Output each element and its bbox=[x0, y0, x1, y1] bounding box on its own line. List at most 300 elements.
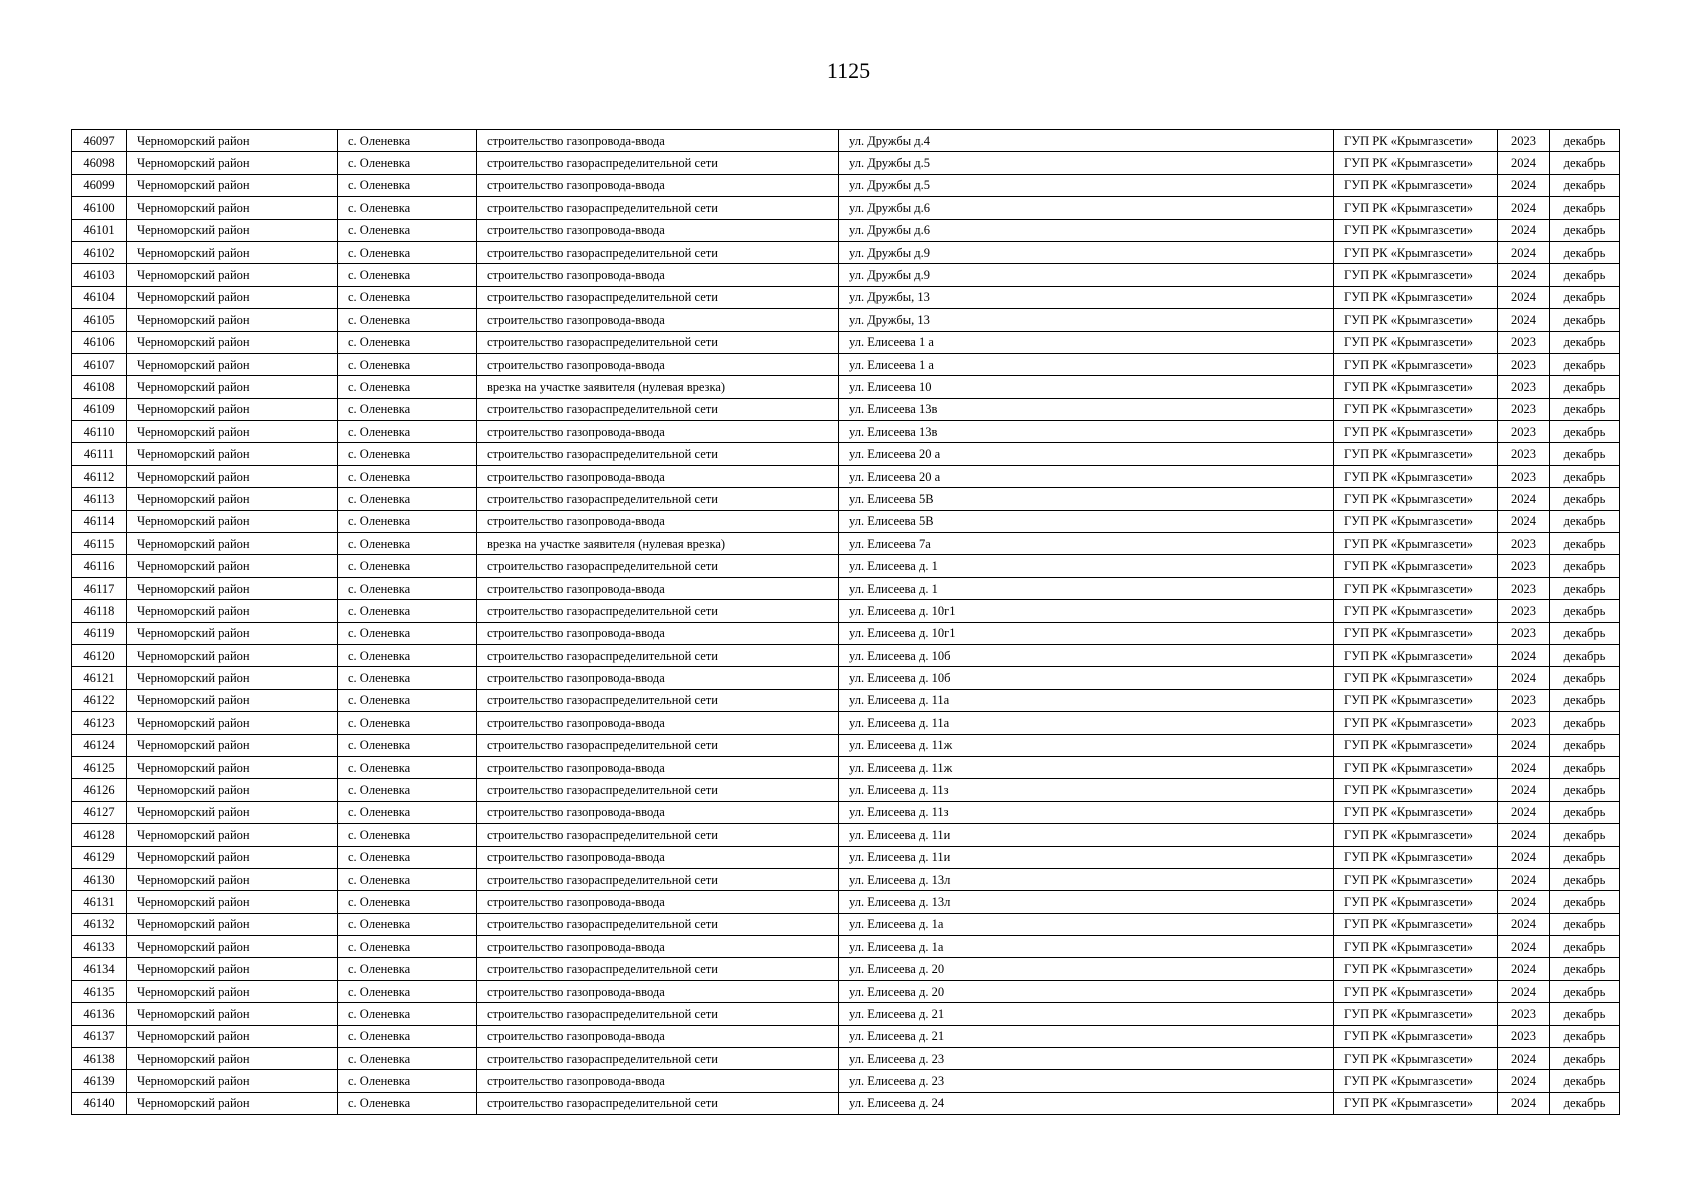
year-cell: 2023 bbox=[1498, 1025, 1550, 1047]
year-cell: 2024 bbox=[1498, 846, 1550, 868]
address-cell: ул. Елисеева д. 1 bbox=[839, 577, 1334, 599]
year-cell: 2024 bbox=[1498, 1070, 1550, 1092]
settlement-cell: с. Оленевка bbox=[338, 443, 477, 465]
district-cell: Черноморский район bbox=[127, 1025, 338, 1047]
settlement-cell: с. Оленевка bbox=[338, 846, 477, 868]
month-cell: декабрь bbox=[1550, 958, 1620, 980]
record-number-cell: 46103 bbox=[72, 264, 127, 286]
settlement-cell: с. Оленевка bbox=[338, 779, 477, 801]
organization-cell: ГУП РК «Крымгазсети» bbox=[1334, 331, 1498, 353]
year-cell: 2024 bbox=[1498, 644, 1550, 666]
record-number-cell: 46102 bbox=[72, 241, 127, 263]
year-cell: 2024 bbox=[1498, 241, 1550, 263]
year-cell: 2024 bbox=[1498, 286, 1550, 308]
month-cell: декабрь bbox=[1550, 1048, 1620, 1070]
organization-cell: ГУП РК «Крымгазсети» bbox=[1334, 555, 1498, 577]
district-cell: Черноморский район bbox=[127, 510, 338, 532]
year-cell: 2023 bbox=[1498, 689, 1550, 711]
settlement-cell: с. Оленевка bbox=[338, 197, 477, 219]
address-cell: ул. Елисеева д. 23 bbox=[839, 1048, 1334, 1070]
district-cell: Черноморский район bbox=[127, 958, 338, 980]
month-cell: декабрь bbox=[1550, 174, 1620, 196]
settlement-cell: с. Оленевка bbox=[338, 241, 477, 263]
address-cell: ул. Елисеева 1 а bbox=[839, 353, 1334, 375]
month-cell: декабрь bbox=[1550, 488, 1620, 510]
organization-cell: ГУП РК «Крымгазсети» bbox=[1334, 958, 1498, 980]
year-cell: 2024 bbox=[1498, 197, 1550, 219]
work-type-cell: строительство газопровода-ввода bbox=[477, 712, 839, 734]
month-cell: декабрь bbox=[1550, 152, 1620, 174]
table-row bbox=[72, 398, 1620, 420]
settlement-cell: с. Оленевка bbox=[338, 980, 477, 1002]
organization-cell: ГУП РК «Крымгазсети» bbox=[1334, 756, 1498, 778]
work-type-cell: строительство газопровода-ввода bbox=[477, 801, 839, 823]
record-number-cell: 46137 bbox=[72, 1025, 127, 1047]
year-cell: 2024 bbox=[1498, 756, 1550, 778]
table-row bbox=[72, 913, 1620, 935]
year-cell: 2024 bbox=[1498, 980, 1550, 1002]
work-type-cell: строительство газопровода-ввода bbox=[477, 980, 839, 1002]
table-row bbox=[72, 421, 1620, 443]
organization-cell: ГУП РК «Крымгазсети» bbox=[1334, 980, 1498, 1002]
address-cell: ул. Елисеева д. 20 bbox=[839, 958, 1334, 980]
organization-cell: ГУП РК «Крымгазсети» bbox=[1334, 689, 1498, 711]
table-row bbox=[72, 309, 1620, 331]
settlement-cell: с. Оленевка bbox=[338, 600, 477, 622]
record-number-cell: 46127 bbox=[72, 801, 127, 823]
settlement-cell: с. Оленевка bbox=[338, 555, 477, 577]
record-number-cell: 46139 bbox=[72, 1070, 127, 1092]
organization-cell: ГУП РК «Крымгазсети» bbox=[1334, 197, 1498, 219]
year-cell: 2023 bbox=[1498, 533, 1550, 555]
settlement-cell: с. Оленевка bbox=[338, 174, 477, 196]
record-number-cell: 46099 bbox=[72, 174, 127, 196]
work-type-cell: строительство газопровода-ввода bbox=[477, 936, 839, 958]
address-cell: ул. Дружбы д.6 bbox=[839, 197, 1334, 219]
table-body bbox=[72, 130, 1620, 1115]
settlement-cell: с. Оленевка bbox=[338, 913, 477, 935]
year-cell: 2024 bbox=[1498, 891, 1550, 913]
address-cell: ул. Елисеева д. 21 bbox=[839, 1025, 1334, 1047]
district-cell: Черноморский район bbox=[127, 600, 338, 622]
organization-cell: ГУП РК «Крымгазсети» bbox=[1334, 1003, 1498, 1025]
table-row bbox=[72, 510, 1620, 532]
record-number-cell: 46111 bbox=[72, 443, 127, 465]
work-type-cell: строительство газораспределительной сети bbox=[477, 734, 839, 756]
work-type-cell: строительство газопровода-ввода bbox=[477, 174, 839, 196]
settlement-cell: с. Оленевка bbox=[338, 756, 477, 778]
settlement-cell: с. Оленевка bbox=[338, 667, 477, 689]
address-cell: ул. Дружбы д.9 bbox=[839, 241, 1334, 263]
address-cell: ул. Елисеева д. 11з bbox=[839, 779, 1334, 801]
organization-cell: ГУП РК «Крымгазсети» bbox=[1334, 465, 1498, 487]
organization-cell: ГУП РК «Крымгазсети» bbox=[1334, 1092, 1498, 1114]
table-row bbox=[72, 1003, 1620, 1025]
month-cell: декабрь bbox=[1550, 331, 1620, 353]
month-cell: декабрь bbox=[1550, 286, 1620, 308]
record-number-cell: 46119 bbox=[72, 622, 127, 644]
settlement-cell: с. Оленевка bbox=[338, 1003, 477, 1025]
address-cell: ул. Елисеева д. 10б bbox=[839, 644, 1334, 666]
month-cell: декабрь bbox=[1550, 980, 1620, 1002]
district-cell: Черноморский район bbox=[127, 1070, 338, 1092]
year-cell: 2023 bbox=[1498, 465, 1550, 487]
address-cell: ул. Елисеева д. 10г1 bbox=[839, 622, 1334, 644]
settlement-cell: с. Оленевка bbox=[338, 376, 477, 398]
work-type-cell: строительство газопровода-ввода bbox=[477, 756, 839, 778]
work-type-cell: строительство газопровода-ввода bbox=[477, 309, 839, 331]
table-row bbox=[72, 801, 1620, 823]
organization-cell: ГУП РК «Крымгазсети» bbox=[1334, 734, 1498, 756]
month-cell: декабрь bbox=[1550, 353, 1620, 375]
year-cell: 2024 bbox=[1498, 488, 1550, 510]
district-cell: Черноморский район bbox=[127, 555, 338, 577]
address-cell: ул. Дружбы д.6 bbox=[839, 219, 1334, 241]
address-cell: ул. Елисеева 20 а bbox=[839, 443, 1334, 465]
district-cell: Черноморский район bbox=[127, 331, 338, 353]
table-row bbox=[72, 264, 1620, 286]
month-cell: декабрь bbox=[1550, 936, 1620, 958]
table-row bbox=[72, 958, 1620, 980]
month-cell: декабрь bbox=[1550, 533, 1620, 555]
district-cell: Черноморский район bbox=[127, 577, 338, 599]
record-number-cell: 46113 bbox=[72, 488, 127, 510]
settlement-cell: с. Оленевка bbox=[338, 936, 477, 958]
table-row bbox=[72, 152, 1620, 174]
work-type-cell: строительство газораспределительной сети bbox=[477, 644, 839, 666]
work-type-cell: строительство газопровода-ввода bbox=[477, 353, 839, 375]
month-cell: декабрь bbox=[1550, 868, 1620, 890]
year-cell: 2024 bbox=[1498, 1048, 1550, 1070]
month-cell: декабрь bbox=[1550, 600, 1620, 622]
table-row bbox=[72, 644, 1620, 666]
address-cell: ул. Дружбы д.4 bbox=[839, 130, 1334, 152]
settlement-cell: с. Оленевка bbox=[338, 1070, 477, 1092]
record-number-cell: 46121 bbox=[72, 667, 127, 689]
address-cell: ул. Елисеева д. 1а bbox=[839, 936, 1334, 958]
month-cell: декабрь bbox=[1550, 219, 1620, 241]
record-number-cell: 46117 bbox=[72, 577, 127, 599]
work-type-cell: строительство газопровода-ввода bbox=[477, 891, 839, 913]
organization-cell: ГУП РК «Крымгазсети» bbox=[1334, 130, 1498, 152]
organization-cell: ГУП РК «Крымгазсети» bbox=[1334, 801, 1498, 823]
address-cell: ул. Елисеева д. 10г1 bbox=[839, 600, 1334, 622]
work-type-cell: строительство газопровода-ввода bbox=[477, 130, 839, 152]
address-cell: ул. Елисеева д. 11ж bbox=[839, 734, 1334, 756]
table-row bbox=[72, 1048, 1620, 1070]
year-cell: 2024 bbox=[1498, 801, 1550, 823]
address-cell: ул. Елисеева д. 20 bbox=[839, 980, 1334, 1002]
record-number-cell: 46138 bbox=[72, 1048, 127, 1070]
organization-cell: ГУП РК «Крымгазсети» bbox=[1334, 398, 1498, 420]
address-cell: ул. Елисеева 10 bbox=[839, 376, 1334, 398]
address-cell: ул. Елисеева д. 10б bbox=[839, 667, 1334, 689]
district-cell: Черноморский район bbox=[127, 846, 338, 868]
work-type-cell: строительство газораспределительной сети bbox=[477, 958, 839, 980]
month-cell: декабрь bbox=[1550, 443, 1620, 465]
table-row bbox=[72, 286, 1620, 308]
table-row bbox=[72, 756, 1620, 778]
work-type-cell: строительство газопровода-ввода bbox=[477, 577, 839, 599]
organization-cell: ГУП РК «Крымгазсети» bbox=[1334, 712, 1498, 734]
year-cell: 2023 bbox=[1498, 421, 1550, 443]
district-cell: Черноморский район bbox=[127, 936, 338, 958]
year-cell: 2023 bbox=[1498, 398, 1550, 420]
district-cell: Черноморский район bbox=[127, 891, 338, 913]
month-cell: декабрь bbox=[1550, 622, 1620, 644]
table-row bbox=[72, 936, 1620, 958]
settlement-cell: с. Оленевка bbox=[338, 1025, 477, 1047]
district-cell: Черноморский район bbox=[127, 644, 338, 666]
record-number-cell: 46125 bbox=[72, 756, 127, 778]
record-number-cell: 46110 bbox=[72, 421, 127, 443]
work-type-cell: врезка на участке заявителя (нулевая врезка) bbox=[477, 376, 839, 398]
table-row bbox=[72, 1025, 1620, 1047]
month-cell: декабрь bbox=[1550, 555, 1620, 577]
organization-cell: ГУП РК «Крымгазсети» bbox=[1334, 667, 1498, 689]
work-type-cell: строительство газораспределительной сети bbox=[477, 689, 839, 711]
work-type-cell: строительство газопровода-ввода bbox=[477, 622, 839, 644]
district-cell: Черноморский район bbox=[127, 443, 338, 465]
settlement-cell: с. Оленевка bbox=[338, 712, 477, 734]
month-cell: декабрь bbox=[1550, 465, 1620, 487]
work-type-cell: строительство газопровода-ввода bbox=[477, 846, 839, 868]
record-number-cell: 46122 bbox=[72, 689, 127, 711]
district-cell: Черноморский район bbox=[127, 465, 338, 487]
district-cell: Черноморский район bbox=[127, 197, 338, 219]
address-cell: ул. Елисеева 20 а bbox=[839, 465, 1334, 487]
year-cell: 2024 bbox=[1498, 824, 1550, 846]
work-type-cell: строительство газопровода-ввода bbox=[477, 1070, 839, 1092]
settlement-cell: с. Оленевка bbox=[338, 1092, 477, 1114]
month-cell: декабрь bbox=[1550, 421, 1620, 443]
month-cell: декабрь bbox=[1550, 913, 1620, 935]
month-cell: декабрь bbox=[1550, 510, 1620, 532]
month-cell: декабрь bbox=[1550, 712, 1620, 734]
organization-cell: ГУП РК «Крымгазсети» bbox=[1334, 309, 1498, 331]
settlement-cell: с. Оленевка bbox=[338, 533, 477, 555]
year-cell: 2024 bbox=[1498, 779, 1550, 801]
district-cell: Черноморский район bbox=[127, 1048, 338, 1070]
record-number-cell: 46140 bbox=[72, 1092, 127, 1114]
year-cell: 2023 bbox=[1498, 622, 1550, 644]
settlement-cell: с. Оленевка bbox=[338, 331, 477, 353]
district-cell: Черноморский район bbox=[127, 913, 338, 935]
settlement-cell: с. Оленевка bbox=[338, 577, 477, 599]
organization-cell: ГУП РК «Крымгазсети» bbox=[1334, 846, 1498, 868]
district-cell: Черноморский район bbox=[127, 219, 338, 241]
month-cell: декабрь bbox=[1550, 264, 1620, 286]
table-row bbox=[72, 689, 1620, 711]
table-row bbox=[72, 130, 1620, 152]
work-type-cell: строительство газораспределительной сети bbox=[477, 555, 839, 577]
record-number-cell: 46126 bbox=[72, 779, 127, 801]
table-row bbox=[72, 868, 1620, 890]
address-cell: ул. Елисеева д. 11з bbox=[839, 801, 1334, 823]
address-cell: ул. Дружбы д.9 bbox=[839, 264, 1334, 286]
organization-cell: ГУП РК «Крымгазсети» bbox=[1334, 779, 1498, 801]
month-cell: декабрь bbox=[1550, 644, 1620, 666]
address-cell: ул. Елисеева 13в bbox=[839, 421, 1334, 443]
organization-cell: ГУП РК «Крымгазсети» bbox=[1334, 421, 1498, 443]
district-cell: Черноморский район bbox=[127, 421, 338, 443]
organization-cell: ГУП РК «Крымгазсети» bbox=[1334, 174, 1498, 196]
district-cell: Черноморский район bbox=[127, 1003, 338, 1025]
table-row bbox=[72, 1092, 1620, 1114]
district-cell: Черноморский район bbox=[127, 174, 338, 196]
month-cell: декабрь bbox=[1550, 130, 1620, 152]
record-number-cell: 46118 bbox=[72, 600, 127, 622]
table-row bbox=[72, 443, 1620, 465]
table-row bbox=[72, 555, 1620, 577]
address-cell: ул. Елисеева д. 13л bbox=[839, 891, 1334, 913]
year-cell: 2024 bbox=[1498, 936, 1550, 958]
work-type-cell: строительство газораспределительной сети bbox=[477, 241, 839, 263]
district-cell: Черноморский район bbox=[127, 824, 338, 846]
district-cell: Черноморский район bbox=[127, 376, 338, 398]
year-cell: 2024 bbox=[1498, 667, 1550, 689]
address-cell: ул. Елисеева д. 11а bbox=[839, 689, 1334, 711]
table-row bbox=[72, 577, 1620, 599]
record-number-cell: 46124 bbox=[72, 734, 127, 756]
settlement-cell: с. Оленевка bbox=[338, 868, 477, 890]
record-number-cell: 46128 bbox=[72, 824, 127, 846]
year-cell: 2023 bbox=[1498, 555, 1550, 577]
address-cell: ул. Елисеева 13в bbox=[839, 398, 1334, 420]
table-row bbox=[72, 219, 1620, 241]
month-cell: декабрь bbox=[1550, 756, 1620, 778]
work-type-cell: строительство газораспределительной сети bbox=[477, 824, 839, 846]
settlement-cell: с. Оленевка bbox=[338, 824, 477, 846]
month-cell: декабрь bbox=[1550, 1025, 1620, 1047]
table-row bbox=[72, 488, 1620, 510]
year-cell: 2024 bbox=[1498, 913, 1550, 935]
table-row bbox=[72, 241, 1620, 263]
district-cell: Черноморский район bbox=[127, 488, 338, 510]
address-cell: ул. Елисеева д. 1 bbox=[839, 555, 1334, 577]
district-cell: Черноморский район bbox=[127, 980, 338, 1002]
record-number-cell: 46109 bbox=[72, 398, 127, 420]
work-type-cell: строительство газораспределительной сети bbox=[477, 779, 839, 801]
month-cell: декабрь bbox=[1550, 309, 1620, 331]
address-cell: ул. Елисеева д. 1а bbox=[839, 913, 1334, 935]
organization-cell: ГУП РК «Крымгазсети» bbox=[1334, 936, 1498, 958]
address-cell: ул. Дружбы, 13 bbox=[839, 309, 1334, 331]
address-cell: ул. Дружбы д.5 bbox=[839, 174, 1334, 196]
address-cell: ул. Елисеева 7а bbox=[839, 533, 1334, 555]
district-cell: Черноморский район bbox=[127, 779, 338, 801]
month-cell: декабрь bbox=[1550, 241, 1620, 263]
work-type-cell: строительство газораспределительной сети bbox=[477, 1092, 839, 1114]
table-row bbox=[72, 734, 1620, 756]
organization-cell: ГУП РК «Крымгазсети» bbox=[1334, 241, 1498, 263]
settlement-cell: с. Оленевка bbox=[338, 465, 477, 487]
district-cell: Черноморский район bbox=[127, 689, 338, 711]
year-cell: 2024 bbox=[1498, 174, 1550, 196]
year-cell: 2024 bbox=[1498, 1092, 1550, 1114]
record-number-cell: 46114 bbox=[72, 510, 127, 532]
year-cell: 2024 bbox=[1498, 152, 1550, 174]
record-number-cell: 46100 bbox=[72, 197, 127, 219]
district-cell: Черноморский район bbox=[127, 622, 338, 644]
table-row bbox=[72, 174, 1620, 196]
record-number-cell: 46130 bbox=[72, 868, 127, 890]
table-row bbox=[72, 353, 1620, 375]
address-cell: ул. Дружбы, 13 bbox=[839, 286, 1334, 308]
record-number-cell: 46112 bbox=[72, 465, 127, 487]
district-cell: Черноморский район bbox=[127, 353, 338, 375]
year-cell: 2023 bbox=[1498, 376, 1550, 398]
organization-cell: ГУП РК «Крымгазсети» bbox=[1334, 488, 1498, 510]
settlement-cell: с. Оленевка bbox=[338, 689, 477, 711]
address-cell: ул. Елисеева 5В bbox=[839, 488, 1334, 510]
work-type-cell: строительство газораспределительной сети bbox=[477, 600, 839, 622]
settlement-cell: с. Оленевка bbox=[338, 958, 477, 980]
district-cell: Черноморский район bbox=[127, 152, 338, 174]
record-number-cell: 46131 bbox=[72, 891, 127, 913]
settlement-cell: с. Оленевка bbox=[338, 264, 477, 286]
month-cell: декабрь bbox=[1550, 1070, 1620, 1092]
record-number-cell: 46132 bbox=[72, 913, 127, 935]
work-type-cell: строительство газораспределительной сети bbox=[477, 197, 839, 219]
work-type-cell: строительство газораспределительной сети bbox=[477, 488, 839, 510]
table-row bbox=[72, 376, 1620, 398]
settlement-cell: с. Оленевка bbox=[338, 891, 477, 913]
district-cell: Черноморский район bbox=[127, 1092, 338, 1114]
settlement-cell: с. Оленевка bbox=[338, 622, 477, 644]
district-cell: Черноморский район bbox=[127, 241, 338, 263]
district-cell: Черноморский район bbox=[127, 130, 338, 152]
table-row bbox=[72, 331, 1620, 353]
organization-cell: ГУП РК «Крымгазсети» bbox=[1334, 891, 1498, 913]
record-number-cell: 46097 bbox=[72, 130, 127, 152]
district-cell: Черноморский район bbox=[127, 667, 338, 689]
district-cell: Черноморский район bbox=[127, 264, 338, 286]
year-cell: 2023 bbox=[1498, 331, 1550, 353]
month-cell: декабрь bbox=[1550, 689, 1620, 711]
table-row bbox=[72, 465, 1620, 487]
work-type-cell: строительство газопровода-ввода bbox=[477, 264, 839, 286]
organization-cell: ГУП РК «Крымгазсети» bbox=[1334, 1070, 1498, 1092]
record-number-cell: 46116 bbox=[72, 555, 127, 577]
work-type-cell: врезка на участке заявителя (нулевая врезка) bbox=[477, 533, 839, 555]
settlement-cell: с. Оленевка bbox=[338, 152, 477, 174]
year-cell: 2024 bbox=[1498, 219, 1550, 241]
organization-cell: ГУП РК «Крымгазсети» bbox=[1334, 1048, 1498, 1070]
year-cell: 2024 bbox=[1498, 868, 1550, 890]
gasification-register-table bbox=[71, 129, 1620, 1115]
organization-cell: ГУП РК «Крымгазсети» bbox=[1334, 644, 1498, 666]
work-type-cell: строительство газораспределительной сети bbox=[477, 398, 839, 420]
settlement-cell: с. Оленевка bbox=[338, 644, 477, 666]
record-number-cell: 46135 bbox=[72, 980, 127, 1002]
year-cell: 2023 bbox=[1498, 577, 1550, 599]
district-cell: Черноморский район bbox=[127, 398, 338, 420]
record-number-cell: 46106 bbox=[72, 331, 127, 353]
work-type-cell: строительство газораспределительной сети bbox=[477, 286, 839, 308]
organization-cell: ГУП РК «Крымгазсети» bbox=[1334, 577, 1498, 599]
work-type-cell: строительство газопровода-ввода bbox=[477, 465, 839, 487]
record-number-cell: 46123 bbox=[72, 712, 127, 734]
settlement-cell: с. Оленевка bbox=[338, 1048, 477, 1070]
organization-cell: ГУП РК «Крымгазсети» bbox=[1334, 622, 1498, 644]
work-type-cell: строительство газораспределительной сети bbox=[477, 331, 839, 353]
district-cell: Черноморский район bbox=[127, 756, 338, 778]
year-cell: 2023 bbox=[1498, 712, 1550, 734]
table-row bbox=[72, 980, 1620, 1002]
record-number-cell: 46133 bbox=[72, 936, 127, 958]
month-cell: декабрь bbox=[1550, 801, 1620, 823]
